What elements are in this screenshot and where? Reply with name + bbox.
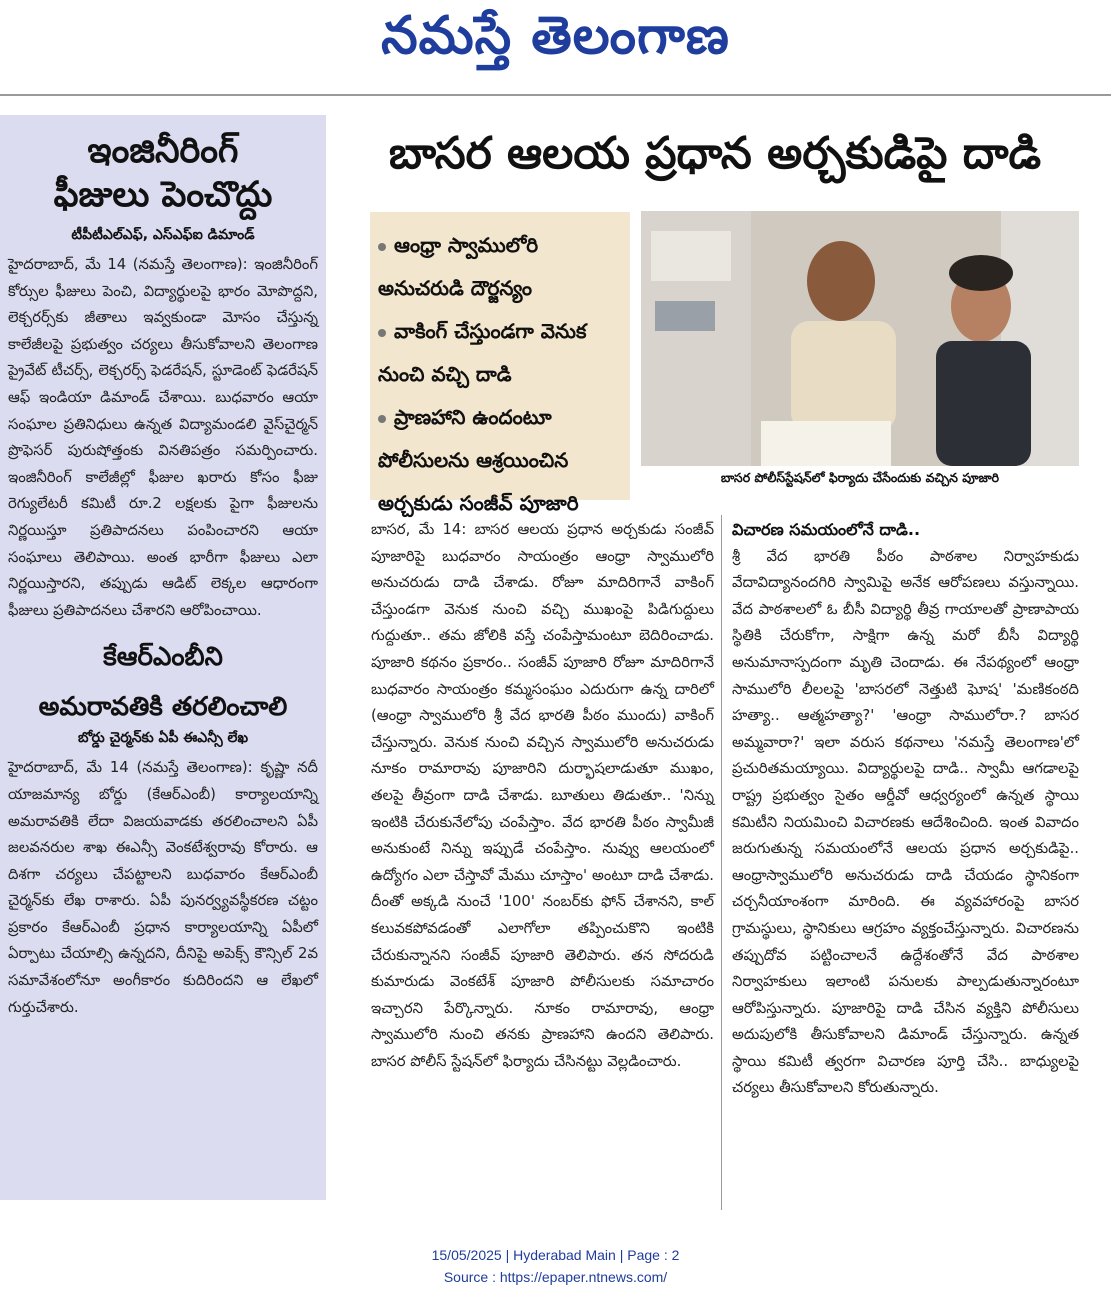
sidebar — [0, 115, 326, 1200]
newspaper-logo: నమస్తే తెలంగాణ — [381, 6, 730, 66]
main-headline: బాసర ఆలయ ప్రధాన అర్చకుడిపై దాడి — [388, 128, 1042, 179]
story2-headline-line1: కేఆర్ఎంబీని — [103, 642, 223, 673]
story2-headline-line2: అమరావతికి తరలించాలి — [38, 692, 288, 723]
column-divider — [721, 515, 722, 1210]
bullet-icon — [378, 415, 386, 423]
highlight-text: వాకింగ్ చేస్తుండగా వెనుక నుంచి వచ్చి దాడి — [378, 319, 587, 386]
story2-subhead: బోర్డు చైర్మన్‌కు ఏపీ ఈఎన్సీ లేఖ — [77, 730, 249, 747]
footer-date-line: 15/05/2025 | Hyderabad Main | Page : 2 — [431, 1247, 680, 1263]
photo-illustration — [641, 211, 1079, 466]
story1-body: హైదరాబాద్, మే 14 (నమస్తే తెలంగాణ): ఇంజినీరింగ్ కోర్సుల ఫీజులు పెంచి, విద్యార్థులపై భారం మోపొద్దని, లెక్చరర్స్‌కు జీతాలు ఇవ్వకుండా మోసం చేస్తున్న కాలేజీలపై ప్రభుత్వం చర్యలు తీసుకోవాలని తెలంగాణ ప్రైవేట్ టీచర్స్, లెక్చరర్స్ ఫెడరేషన్, స్టూడెంట్ ఫెడరేషన్ ఆఫ్ ఇండియా డిమాండ్ చేశాయి. బుధవారం ఆయా సంఘాల ప్రతినిధులు ఉన్నత విద్యామండలి వైస్‌చైర్మన్ ప్రొఫెసర్ పురుషోత్తంకు వినతిపత్రం సమర్పించారు. ఇంజినీరింగ్ కాలేజీల్లో ఫీజుల ఖరారు కోసం ఫీజు రెగ్యులేటరీ కమిటీ రూ.2 లక్షలకు పైగా ఫీజులను నిర్ణయిస్తూ ప్రతిపాదనలు పంపించారని ఆయా సంఘాలు తెలిపాయి. అంత భారీగా ఫీజులు ఎలా నిర్ణయిస్తారని, తప్పుడు ఆడిట్ లెక్కల ఆధారంగా ఫీజులు ప్రతిపాదనలు చేశారని ఆరోపించాయి. — [8, 256, 318, 619]
article-column-2 — [732, 517, 1079, 1102]
highlight-text: ఆంధ్రా స్వాములోరి అనుచరుడి దౌర్జన్యం — [378, 233, 539, 300]
masthead — [0, 0, 1111, 86]
highlight-item — [378, 310, 622, 396]
highlight-item — [378, 396, 622, 525]
photo-caption: బాసర పోలీస్‌స్టేషన్‌లో ఫిర్యాదు చేసేందుకు వచ్చిన పూజారి — [720, 470, 1000, 485]
top-rule — [0, 94, 1111, 96]
bullet-icon — [378, 329, 386, 337]
footer-source-link[interactable]: Source : https://epaper.ntnews.com/ — [443, 1269, 668, 1285]
story1-headline-line2: ఫీజులు పెంచొద్దు — [53, 175, 273, 215]
story1-headline-line1: ఇంజినీరింగ్ — [87, 131, 239, 171]
highlight-item — [378, 224, 622, 310]
column-2-subhead: విచారణ సమయంలోనే దాడి.. — [732, 520, 921, 539]
bullet-icon — [378, 243, 386, 251]
story2-body: హైదరాబాద్, మే 14 (నమస్తే తెలంగాణ): కృష్ణా నదీ యాజమాన్య బోర్డు (కేఆర్ఎంబీ) కార్యాలయాన్ని అమరావతికి లేదా విజయవాడకు తరలించాలని ఏపీ జలవనరుల శాఖ ఈఎన్సీ వెంకటేశ్వరావు కోరారు. ఆ దిశగా చర్యలు చేపట్టాలని బుధవారం కేఆర్ఎంబీ చైర్మన్‌కు లేఖ రాశారు. ఏపీ పునర్వ్యవస్థీకరణ చట్టం ప్రకారం కేఆర్ఎంబీ ప్రధాన కార్యాలయాన్ని ఏపీలో ఏర్పాటు చేయాల్సి ఉన్నదని, దీనిపై అపెక్స్ కౌన్సిల్ 2వ సమావేశంలోనూ అంగీకారం కుదిరిందని ఆ లేఖలో గుర్తుచేశారు. — [8, 759, 318, 1016]
highlight-text: ప్రాణహాని ఉందంటూ పోలీసులను ఆశ్రయించిన అర్చకుడు సంజీవ్ పూజారి — [378, 405, 579, 515]
highlights-box — [370, 212, 630, 515]
story1-headline — [0, 129, 326, 217]
column-2-body: శ్రీ వేద భారతి పీఠం పాఠశాల నిర్వాహకుడు వేదావిద్యానందగిరి స్వామిపై అనేక ఆరోపణలు వస్తున్నాయి. వేద పాఠశాలలో ఓ బీసీ విద్యార్థి తీవ్ర గాయాలతో ప్రాణాపాయ స్థితికి చేరుకోగా, సాక్షిగా ఉన్న మరో బీసీ విద్యార్థి అనుమానాస్పదంగా మృతి చెందాడు. ఈ నేపథ్యంలో ఆంధ్రా సాములోరి లీలలపై 'బాసరలో నెత్తుటి ఘోష' 'మణికంఠది హత్యా.. ఆత్మహత్యా?' 'ఆంధ్రా సాములోరా.? బాసర అమ్మవారా?' ఇలా వరుస కథనాలు 'నమస్తే తెలంగాణ'లో ప్రచురితమయ్యాయి. విద్యార్థులపై దాడి.. స్వామీ ఆగడాలపై రాష్ట్ర ప్రభుత్వం సైతం ఆర్డీవో ఆధ్వర్యంలో ఉన్నత స్థాయి కమిటీని నియమించి విచారణకు ఆదేశించింది. ఇంత వివాదం జరుగుతున్న సమయంలోనే ఆలయ ప్రధాన అర్చకుడిపై.. ఆంధ్రాస్వాములోరి అనుచరుడు దాడి చేయడం స్థానికంగా చర్చనీయాంశంగా మారింది. ఈ వ్యవహారంపై బాసర గ్రామస్థులు, స్థానికులు ఆగ్రహం వ్యక్తంచేస్తున్నారు. విచారణను తప్పుదోవ పట్టించాలనే ఉద్దేశంతోనే వేద పాఠశాల నిర్వాహకులు ఇలాంటి పనులకు పాల్పడుతున్నారంటూ ఆరోపిస్తున్నారు. పూజారిపై దాడి చేసిన వ్యక్తిని పోలీసులు అదుపులోకి తీసుకోవాలని డిమాండ్ చేస్తున్నారు. ఉన్నత స్థాయి కమిటీ త్వరగా విచారణ పూర్తి చేసి.. బాధ్యులపై చర్యలు తీసుకోవాలని కోరుతున్నారు. — [732, 547, 1079, 1097]
news-photo — [641, 211, 1079, 466]
article-column-1: బాసర, మే 14: బాసర ఆలయ ప్రధాన అర్చకుడు సంజీవ్ పూజారిపై బుధవారం సాయంత్రం ఆంధ్రా స్వాములోరి అనుచరుడు దాడి చేశాడు. రోజూ మాదిరిగానే వాకింగ్ చేస్తుండగా వెనుక నుంచి వచ్చి ముఖంపై పిడిగుద్దులు గుద్దుతూ.. తమ జోలికి వస్తే చంపేస్తామంటూ బెదిరించాడు. పూజారి కథనం ప్రకారం.. సంజీవ్ పూజారి రోజూ మాదిరిగానే బుధవారం సాయంత్రం కమ్మసంఘం ఎదురుగా ఉన్న దారిలో (ఆంధ్రా స్వాములోరి శ్రీ వేద భారతి పీఠం ముందు) వాకింగ్ చేస్తున్నారు. వెనుక నుంచి వచ్చిన స్వాములోరి అనుచరుడు నూకం రామారావు పూజారిని దుర్భాషలాడుతూ ముఖం, తలపై తీవ్రంగా దాడి చేశాడు. బూతులు తిడుతూ.. 'నిన్ను ఇంటికి చేరుకునేలోపు చంపేస్తాం. వేద భారతి పీఠం స్వామీజీ అనుకుంటే నిన్ను ఇప్పుడే చంపేస్తాం. నువ్వు ఆలయంలో ఉద్యోగం ఎలా చేస్తావో మేము చూస్తాం' అంటూ దాడి చేశాడు. దీంతో అక్కడి నుంచే '100' నంబర్‌కు ఫోన్ చేశానని, కాల్ కలువకపోవడంతో ఎలాగోలా తప్పించుకొని ఇంటికి చేరుకున్నానని సంజీవ్ పూజారి తెలిపారు. తన సోదరుడి కుమారుడు వెంకటేశ్ పూజారి పోలీసులకు సమాచారం ఇచ్చారని పేర్కొన్నారు. నూకం రామారావు, ఆంధ్రా స్వాములోరి నుంచి తనకు ప్రాణహాని ఉందని తెలిపారు. బాసర పోలీస్ స్టేషన్‌లో ఫిర్యాదు చేసినట్టు వెల్లడించారు. — [371, 521, 714, 1070]
footer — [0, 1244, 1111, 1288]
story1-subhead: టీపీటీఎల్ఎఫ్, ఎస్ఎఫ్ఐ డిమాండ్ — [71, 227, 255, 243]
